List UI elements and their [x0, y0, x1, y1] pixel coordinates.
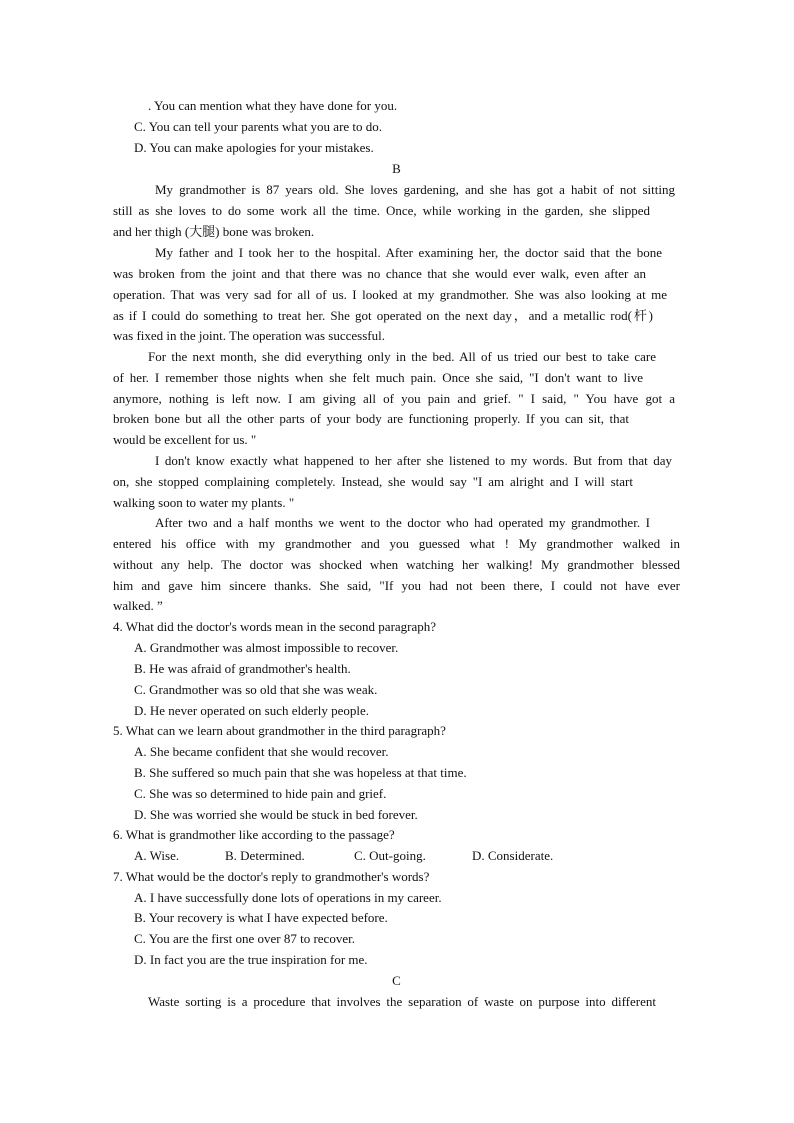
- option-a: A. She became confident that she would recover.: [134, 744, 389, 759]
- passage-line: was broken from the joint and that there was no chance that she would ever walk, even after an: [113, 266, 646, 281]
- passage-line: broken bone but all the other parts of your body are functioning properly. If you can sit, that: [113, 411, 629, 426]
- question-stem: 6. What is grandmother like according to the passage?: [113, 827, 395, 842]
- option-c: C. You can tell your parents what you are to do.: [134, 119, 383, 134]
- passage-line: operation. That was very sad for all of us. I looked at my grandmother. She was also looking at me: [113, 287, 667, 302]
- passage-line: I don't know exactly what happened to her after she listened to my words. But from that day: [155, 453, 672, 468]
- option-row: [134, 847, 574, 865]
- passage-line: Waste sorting is a procedure that involves the separation of waste on purpose into different: [148, 994, 656, 1009]
- option-d: D. She was worried she would be stuck in bed forever.: [134, 807, 418, 822]
- passage-line: still as she loves to do some work all the time. Once, while working in the garden, she slipped: [113, 203, 650, 218]
- option-d: D. Considerate.: [472, 848, 554, 863]
- passage-line: My father and I took her to the hospital. After examining her, the doctor said that the bone: [155, 245, 662, 260]
- passage-line: walking soon to water my plants. ": [113, 495, 295, 510]
- passage-line: him and gave him sincere thanks. She said, "If you had not been there, I could not have ever: [113, 578, 680, 593]
- option-b: B. He was afraid of grandmother's health.: [134, 661, 351, 676]
- passage-line: After two and a half months we went to the doctor who had operated my grandmother. I: [155, 515, 650, 530]
- passage-line: walked. ”: [113, 598, 163, 613]
- passage-line: and her thigh (大腿) bone was broken.: [113, 224, 315, 239]
- passage-line: anymore, nothing is left now. I am giving all of you pain and grief. " I said, " You have got a: [113, 391, 675, 406]
- passage-line: entered his office with my grandmother and you guessed what ! My grandmother walked in: [113, 536, 680, 551]
- option-a: A. I have successfully done lots of operations in my career.: [134, 890, 442, 905]
- passage-line: For the next month, she did everything only in the bed. All of us tried our best to take care: [148, 349, 656, 364]
- question-stem: 7. What would be the doctor's reply to grandmother's words?: [113, 869, 430, 884]
- option-b: B. She suffered so much pain that she was hopeless at that time.: [134, 765, 467, 780]
- option-c: C. Grandmother was so old that she was weak.: [134, 682, 378, 697]
- passage-line: would be excellent for us. ": [113, 432, 257, 447]
- passage-line: on, she stopped complaining completely. Instead, she would say "I am alright and I will start: [113, 474, 633, 489]
- passage-line: as if I could do something to treat her. She got operated on the next day，and a metallic rod(杆): [113, 308, 653, 323]
- section-label-c: C: [392, 973, 401, 988]
- option-c: C. Out-going.: [354, 848, 426, 863]
- option-c: C. She was so determined to hide pain and grief.: [134, 786, 387, 801]
- section-label-b: B: [392, 161, 401, 176]
- question-stem: 5. What can we learn about grandmother in the third paragraph?: [113, 723, 446, 738]
- option-d: D. In fact you are the true inspiration for me.: [134, 952, 368, 967]
- passage-line: was fixed in the joint. The operation was successful.: [113, 328, 385, 343]
- question-stem: 4. What did the doctor's words mean in the second paragraph?: [113, 619, 437, 634]
- passage-line: without any help. The doctor was shocked when watching her walking! My grandmother blessed: [113, 557, 680, 572]
- option-b: B. Determined.: [225, 848, 305, 863]
- option-a: A. Grandmother was almost impossible to recover.: [134, 640, 399, 655]
- option-b: B. Your recovery is what I have expected before.: [134, 910, 388, 925]
- passage-line: of her. I remember those nights when she felt much pain. Once she said, "I don't want to live: [113, 370, 643, 385]
- passage-line: My grandmother is 87 years old. She loves gardening, and she has got a habit of not sitting: [155, 182, 675, 197]
- option-a: A. Wise.: [134, 848, 180, 863]
- option-c: C. You are the first one over 87 to recover.: [134, 931, 355, 946]
- option-d: D. He never operated on such elderly people.: [134, 703, 369, 718]
- text-line: . You can mention what they have done for you.: [148, 98, 398, 113]
- option-d: D. You can make apologies for your mistakes.: [134, 140, 374, 155]
